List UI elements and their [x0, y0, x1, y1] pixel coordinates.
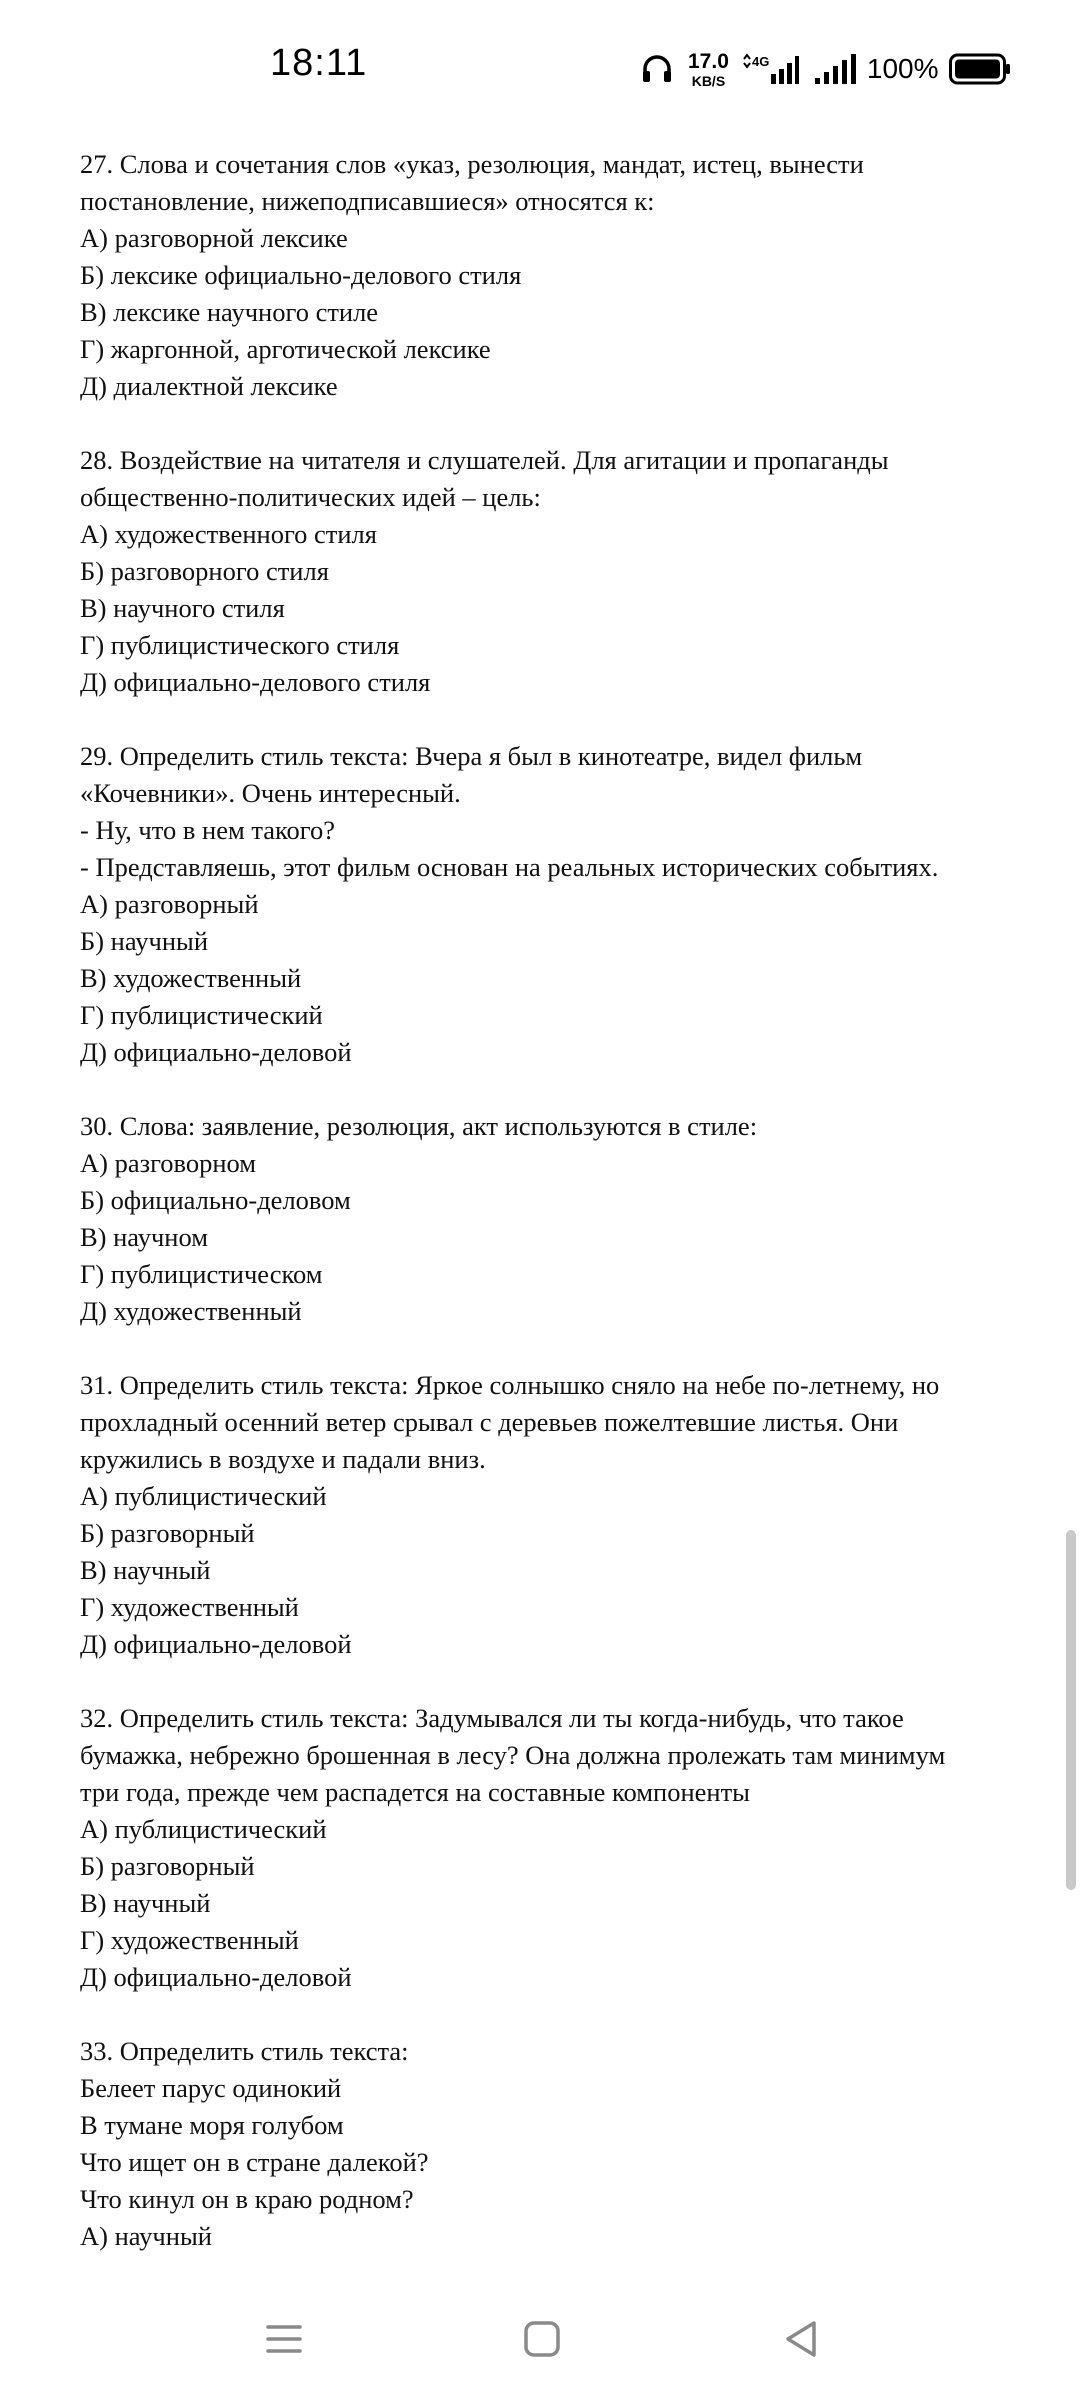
answer-option: Г) художественный — [80, 1925, 299, 1955]
menu-icon — [260, 2315, 308, 2363]
question-text — [80, 1367, 1006, 1478]
answer-option: Д) официально-деловой — [80, 1962, 352, 1992]
answer-option: Б) разговорного стиля — [80, 556, 329, 586]
question-text — [80, 1108, 1006, 1145]
answer-option: Г) публицистический — [80, 1000, 323, 1030]
question-32 — [80, 1700, 1006, 1996]
answer-option: А) разговорном — [80, 1148, 257, 1178]
question-line: прохладный осенний ветер срывал с деревьев пожелтевшие листья. Они — [80, 1407, 899, 1437]
status-time: 18:11 — [270, 42, 368, 84]
answer-option: Б) научный — [80, 926, 209, 956]
answer-option: В) лексике научного стиле — [80, 297, 379, 327]
answer-option: Д) официально-деловой — [80, 1037, 352, 1067]
answer-option: Б) лексике официально-делового стиля — [80, 260, 522, 290]
net-speed-unit: KB/S — [691, 72, 726, 89]
answer-option: А) публицистический — [80, 1481, 327, 1511]
answer-option: В) художественный — [80, 963, 302, 993]
question-text — [80, 738, 1006, 886]
question-line: 33. Определить стиль текста: — [80, 2036, 409, 2066]
question-29 — [80, 738, 1006, 1071]
question-line: 28. Воздействие на читателя и слушателей. Для агитации и пропаганды — [80, 445, 889, 475]
question-line: - Ну, что в нем такого? — [80, 815, 336, 845]
question-30 — [80, 1108, 1006, 1330]
answer-option: В) научный — [80, 1555, 211, 1585]
question-line: три года, прежде чем распадется на составные компоненты — [80, 1777, 750, 1807]
answer-option: Г) жаргонной, арготической лексике — [80, 334, 491, 364]
answer-option: А) разговорной лексике — [80, 223, 348, 253]
question-31 — [80, 1367, 1006, 1663]
signal-icon — [741, 52, 799, 86]
question-line: Что ищет он в стране далекой? — [80, 2147, 429, 2177]
question-text — [80, 2033, 1006, 2218]
answer-option: Д) диалектной лексике — [80, 371, 338, 401]
question-line: 29. Определить стиль текста: Вчера я был в кинотеатре, видел фильм — [80, 741, 863, 771]
answer-option: А) разговорный — [80, 889, 259, 919]
question-line: Белеет парус одинокий — [80, 2073, 342, 2103]
question-28 — [80, 442, 1006, 701]
question-line: 32. Определить стиль текста: Задумывался ли ты когда-нибудь, что такое — [80, 1703, 904, 1733]
headset-icon — [640, 52, 674, 86]
question-line: 27. Слова и сочетания слов «указ, резолюция, мандат, истец, вынести — [80, 149, 864, 179]
question-line: «Кочевники». Очень интересный. — [80, 778, 461, 808]
question-text — [80, 1700, 1006, 1811]
home-icon — [518, 2315, 566, 2363]
recent-apps-button[interactable] — [252, 2307, 316, 2371]
back-button[interactable] — [770, 2307, 834, 2371]
answer-option: Г) публицистическом — [80, 1259, 323, 1289]
answer-option: А) научный — [80, 2221, 212, 2251]
net-speed — [688, 51, 729, 88]
question-line: постановление, нижеподписавшиеся» относятся к: — [80, 186, 655, 216]
answer-option: А) художественного стиля — [80, 519, 377, 549]
question-27 — [80, 146, 1006, 405]
answer-option: Б) разговорный — [80, 1851, 255, 1881]
network-type: 4G — [751, 54, 770, 69]
question-text — [80, 442, 1006, 516]
answer-option: Г) публицистического стиля — [80, 630, 400, 660]
answer-option: В) научный — [80, 1888, 211, 1918]
status-icons — [640, 46, 1011, 92]
navigation-bar — [0, 2285, 1080, 2400]
answer-option: Д) официально-деловой — [80, 1629, 352, 1659]
answer-option: Д) художественный — [80, 1296, 302, 1326]
question-line: 30. Слова: заявление, резолюция, акт используются в стиле: — [80, 1111, 758, 1141]
question-line: В тумане моря голубом — [80, 2110, 344, 2140]
question-line: Что кинул он в краю родном? — [80, 2184, 414, 2214]
scrollbar-thumb[interactable] — [1066, 1530, 1076, 1890]
question-text — [80, 146, 1006, 220]
answer-option: В) научного стиля — [80, 593, 285, 623]
signal-icon — [813, 52, 859, 86]
answer-option: Б) официально-деловом — [80, 1185, 351, 1215]
answer-option: Б) разговорный — [80, 1518, 255, 1548]
question-line: бумажка, небрежно брошенная в лесу? Она должна пролежать там минимум — [80, 1740, 946, 1770]
document-content — [80, 146, 1006, 2276]
answer-option: Д) официально-делового стиля — [80, 667, 431, 697]
question-33 — [80, 2033, 1006, 2255]
battery-icon — [949, 53, 1011, 85]
net-speed-value: 17.0 — [688, 49, 729, 73]
status-bar — [0, 0, 1080, 140]
home-button[interactable] — [510, 2307, 574, 2371]
answer-option: Г) художественный — [80, 1592, 299, 1622]
answer-option: В) научном — [80, 1222, 208, 1252]
question-line: 31. Определить стиль текста: Яркое солнышко сняло на небе по-летнему, но — [80, 1370, 940, 1400]
question-line: кружились в воздухе и падали вниз. — [80, 1444, 486, 1474]
back-icon — [778, 2315, 826, 2363]
question-line: общественно-политических идей – цель: — [80, 482, 541, 512]
answer-option: А) публицистический — [80, 1814, 327, 1844]
question-line: - Представляешь, этот фильм основан на реальных исторических событиях. — [80, 852, 939, 882]
battery-percent: 100% — [866, 53, 939, 84]
